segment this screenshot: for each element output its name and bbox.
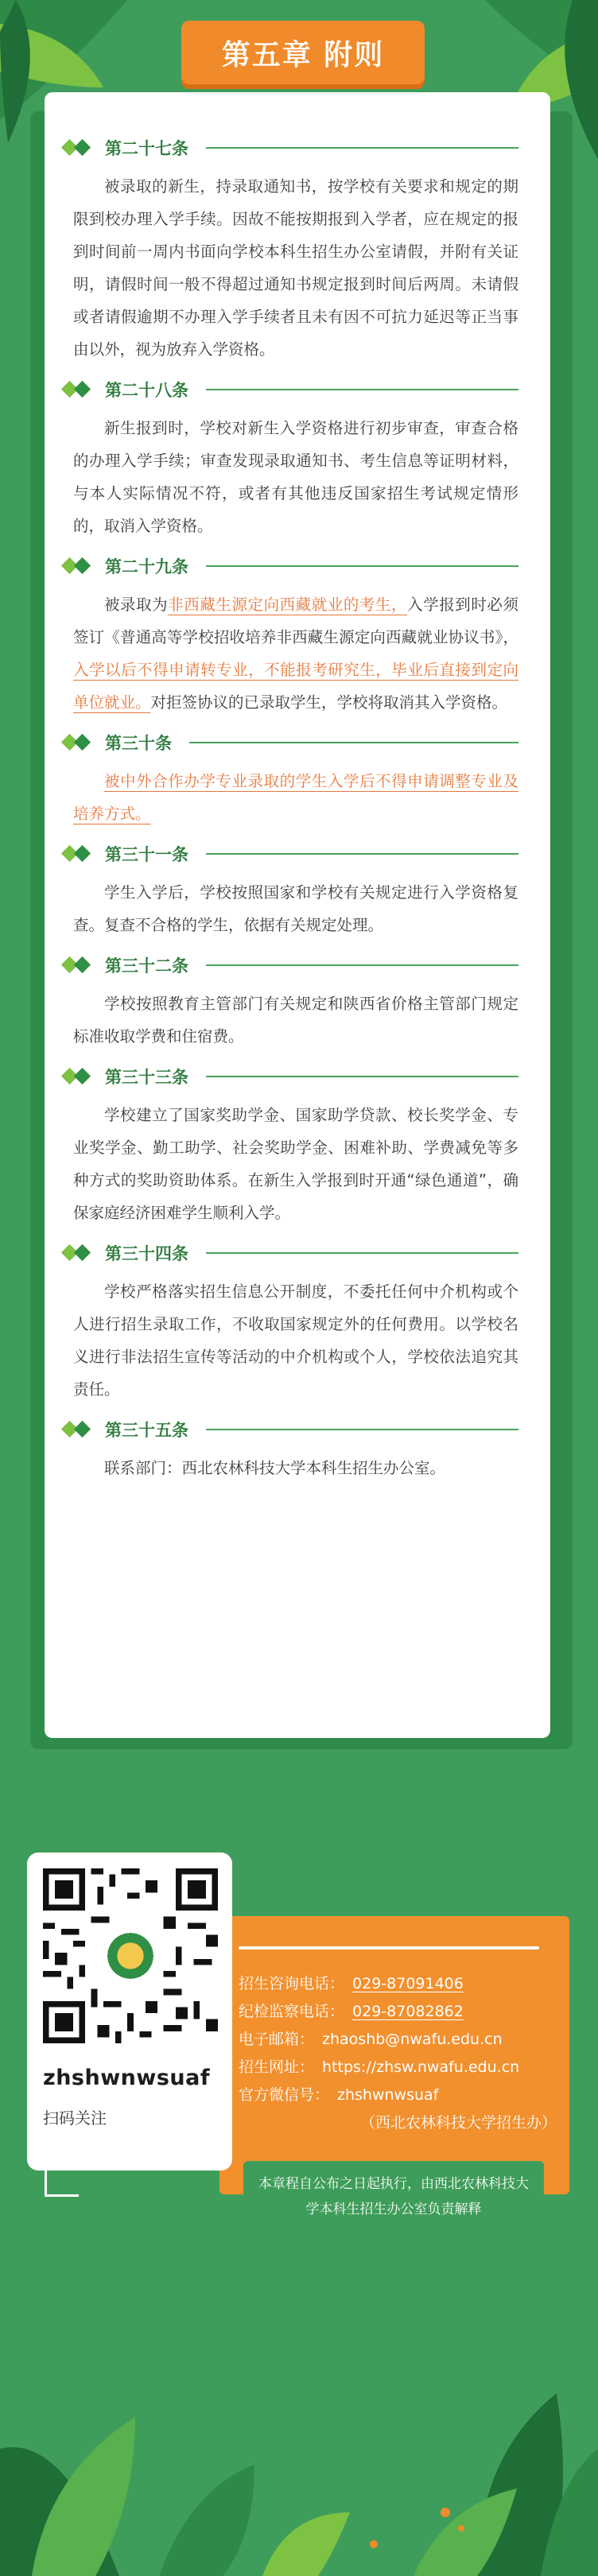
contact-label: 纪检监察电话： bbox=[239, 2003, 345, 2020]
article-header bbox=[62, 832, 518, 876]
highlighted-text: 非西藏生源定向西藏就业的考生， bbox=[168, 596, 408, 614]
article-title: 第三十二条 bbox=[105, 956, 188, 976]
article-section bbox=[73, 943, 518, 1053]
article-title: 第三十一条 bbox=[105, 845, 188, 864]
contact-value[interactable]: 029-87091406 bbox=[352, 1975, 464, 1992]
body-text: 被录取的新生，持录取通知书，按学校有关要求和规定的期限到校办理入学手续。因故不能按期报到入学者，应在规定的报到时间前一周内书面向学校本科生招生办公室请假，并附有关证明，请假时间一般不得超过通知书规定报到时间后两周。未请假或者请假逾期不办理入学手续者且未有因不可抗力延迟等正当事由以外，视为放弃入学资格。 bbox=[73, 177, 518, 359]
diamond-bullet-icon bbox=[62, 956, 97, 974]
body-text: 学校按照教育主管部门有关规定和陕西省价格主管部门规定标准收取学费和住宿费。 bbox=[73, 995, 518, 1046]
article-header bbox=[62, 367, 518, 412]
contact-value[interactable]: zhaoshb@nwafu.edu.cn bbox=[322, 2031, 503, 2048]
article-paragraph bbox=[73, 876, 518, 941]
article-section bbox=[73, 1054, 518, 1229]
article-paragraph bbox=[73, 588, 518, 719]
body-text: 联系部门：西北农林科技大学本科生招生办公室。 bbox=[104, 1459, 446, 1477]
article-section bbox=[73, 1231, 518, 1406]
article-divider bbox=[206, 1429, 518, 1430]
wechat-id: zhshwnwsuaf bbox=[43, 2066, 211, 2090]
article-title: 第三十五条 bbox=[105, 1421, 188, 1440]
diamond-bullet-icon bbox=[62, 734, 97, 751]
article-title: 第三十四条 bbox=[105, 1244, 188, 1263]
article-section bbox=[73, 1407, 518, 1484]
article-section bbox=[73, 832, 518, 941]
contact-label: 招生咨询电话： bbox=[239, 1975, 345, 1992]
article-section bbox=[73, 544, 518, 719]
article-paragraph bbox=[73, 987, 518, 1053]
article-paragraph bbox=[73, 765, 518, 830]
body-text: 对拒签协议的已录取学生，学校将取消其入学资格。 bbox=[150, 693, 508, 712]
article-title: 第三十条 bbox=[105, 734, 172, 753]
article-header bbox=[62, 126, 518, 170]
article-divider bbox=[206, 1252, 518, 1254]
qr-card bbox=[27, 1852, 232, 2171]
diamond-bullet-icon bbox=[62, 1421, 97, 1438]
contact-rows bbox=[239, 1970, 565, 2137]
chapter-title: 第五章 附则 bbox=[221, 38, 385, 72]
contact-value[interactable]: 029-87082862 bbox=[352, 2003, 464, 2020]
diamond-bullet-icon bbox=[62, 1244, 97, 1262]
contact-row bbox=[239, 1970, 565, 1998]
body-text: 入学报到时必须签订《普通高等学校招收培养非西藏生源定向西藏就业协议书》， bbox=[73, 596, 518, 646]
article-paragraph bbox=[73, 1275, 518, 1406]
chapter-title-banner bbox=[181, 21, 425, 84]
diamond-bullet-icon bbox=[62, 845, 97, 863]
article-title: 第二十七条 bbox=[105, 139, 188, 158]
article-paragraph bbox=[73, 412, 518, 542]
article-header bbox=[62, 1054, 518, 1099]
article-paragraph bbox=[73, 1099, 518, 1229]
article-header bbox=[62, 943, 518, 987]
article-section bbox=[73, 367, 518, 542]
body-text: 学校严格落实招生信息公开制度，不委托任何中介机构或个人进行招生录取工作，不收取国家规定外的任何费用。以学校名义进行非法招生宣传等活动的中介机构或个人，学校依法追究其责任。 bbox=[73, 1282, 518, 1399]
article-paragraph bbox=[73, 1452, 518, 1484]
highlighted-text: 入学以后不得申请转专业，不能报考研究生，毕业后直接到定向单位就业。 bbox=[73, 661, 518, 712]
article-divider bbox=[206, 565, 518, 567]
article-title: 第二十八条 bbox=[105, 381, 188, 400]
body-text: 被录取为 bbox=[104, 596, 169, 614]
contact-label: 官方微信号： bbox=[239, 2086, 330, 2104]
contact-value[interactable]: zhshwnwsuaf bbox=[337, 2086, 439, 2104]
diamond-bullet-icon bbox=[62, 139, 97, 157]
article-title: 第三十三条 bbox=[105, 1068, 188, 1087]
article-divider bbox=[206, 853, 518, 855]
body-text: 学生入学后，学校按照国家和学校有关规定进行入学资格复查。复查不合格的学生，依据有关规定处理。 bbox=[73, 883, 518, 934]
content-card bbox=[45, 92, 550, 1738]
article-divider bbox=[206, 1076, 518, 1077]
note-text: 本章程自公布之日起执行，由西北农林科技大学本科生招生办公室负责解释 bbox=[258, 2176, 529, 2217]
article-divider bbox=[206, 147, 518, 149]
qr-code[interactable] bbox=[43, 1868, 218, 2043]
contact-value[interactable]: https://zhsw.nwafu.edu.cn bbox=[322, 2058, 520, 2076]
contact-label: 电子邮箱： bbox=[239, 2031, 315, 2048]
decor-bracket bbox=[45, 2163, 79, 2197]
contact-row bbox=[239, 1998, 565, 2026]
decorative-leaves-bottom bbox=[0, 2274, 598, 2576]
articles-list bbox=[73, 126, 518, 1484]
article-paragraph bbox=[73, 170, 518, 366]
article-divider bbox=[206, 964, 518, 966]
contact-row bbox=[239, 2081, 565, 2109]
article-section bbox=[73, 126, 518, 366]
body-text: 学校建立了国家奖助学金、国家助学贷款、校长奖学金、专业奖学金、勤工助学、社会奖助学金、困难补助、学费减免等多种方式的奖助资助体系。在新生入学报到时开通“绿色通道”，确保家庭经济困难学生顺利入学。 bbox=[73, 1106, 518, 1222]
diamond-bullet-icon bbox=[62, 557, 97, 575]
article-header bbox=[62, 544, 518, 588]
article-section bbox=[73, 720, 518, 830]
article-header bbox=[62, 1231, 518, 1275]
contact-label: 招生网址： bbox=[239, 2058, 315, 2076]
scan-hint: 扫码关注 bbox=[43, 2109, 107, 2128]
article-divider bbox=[206, 389, 518, 390]
article-divider bbox=[189, 742, 518, 743]
contact-row bbox=[239, 2026, 565, 2054]
divider-line bbox=[239, 1946, 539, 1949]
effective-note bbox=[243, 2161, 544, 2233]
wechat-account-name: （西北农林科技大学招生办） bbox=[359, 2114, 557, 2132]
diamond-bullet-icon bbox=[62, 1068, 97, 1085]
body-text: 新生报到时，学校对新生入学资格进行初步审查，审查合格的办理入学手续；审查发现录取通知书、考生信息等证明材料，与本人实际情况不符，或者有其他违反国家招生考试规定情形的，取消入学资格。 bbox=[73, 419, 518, 535]
highlighted-text: 被中外合作办学专业录取的学生入学后不得申请调整专业及培养方式。 bbox=[73, 772, 518, 823]
article-title: 第二十九条 bbox=[105, 557, 188, 576]
contact-row bbox=[239, 2054, 565, 2081]
article-header bbox=[62, 720, 518, 765]
article-header bbox=[62, 1407, 518, 1452]
diamond-bullet-icon bbox=[62, 381, 97, 398]
